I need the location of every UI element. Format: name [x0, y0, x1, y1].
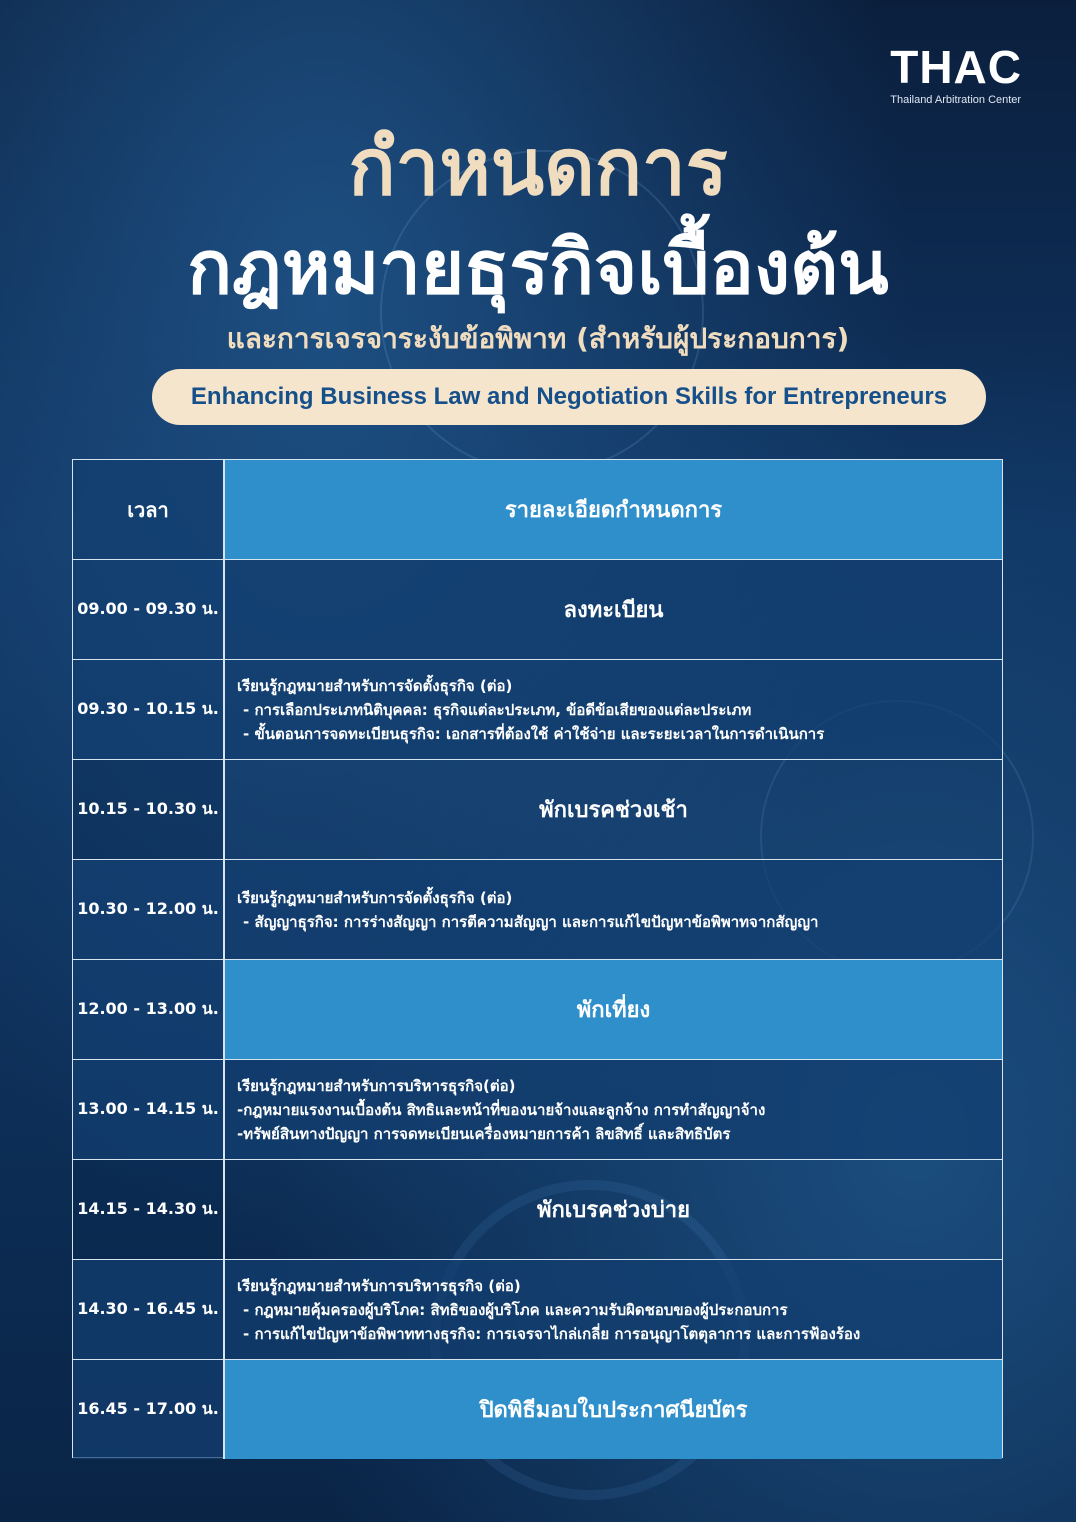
session-item: - การเลือกประเภทนิติบุคคล: ธุรกิจแต่ละประเภท, ข้อดีข้อเสียของแต่ละประเภท	[243, 700, 752, 719]
table-row	[73, 1260, 1002, 1360]
time-cell: 09.30 - 10.15 น.	[73, 660, 225, 759]
time-cell: 14.15 - 14.30 น.	[73, 1160, 225, 1259]
time-cell: 13.00 - 14.15 น.	[73, 1060, 225, 1159]
detail-cell	[225, 1360, 1002, 1459]
table-row	[73, 1160, 1002, 1260]
table-row	[73, 960, 1002, 1060]
detail-cell	[225, 760, 1002, 859]
detail-cell	[225, 660, 1002, 759]
table-header-row	[73, 460, 1002, 560]
time-cell: 10.30 - 12.00 น.	[73, 860, 225, 959]
detail-cell	[225, 1060, 1002, 1159]
session-item: - กฎหมายคุ้มครองผู้บริโภค: สิทธิของผู้บริโภค และความรับผิดชอบของผู้ประกอบการ	[243, 1300, 788, 1319]
time-cell: 10.15 - 10.30 น.	[73, 760, 225, 859]
english-title: Enhancing Business Law and Negotiation Skills for Entrepreneurs	[190, 383, 948, 410]
table-row	[73, 1360, 1002, 1459]
session-item: -กฎหมายแรงงานเบื้องต้น สิทธิและหน้าที่ของนายจ้างและลูกจ้าง การทำสัญญาจ้าง	[237, 1100, 766, 1119]
detail-cell	[225, 1160, 1002, 1259]
time-cell: 09.00 - 09.30 น.	[73, 560, 225, 659]
table-row	[73, 760, 1002, 860]
table-row	[73, 560, 1002, 660]
detail-cell	[225, 860, 1002, 959]
detail-cell	[225, 960, 1002, 1059]
schedule-table	[72, 459, 1003, 1458]
session-item: - สัญญาธุรกิจ: การร่างสัญญา การตีความสัญญา และการแก้ไขปัญหาข้อพิพาทจากสัญญา	[243, 912, 819, 931]
logo-subtitle: Thailand Arbitration Center	[890, 94, 1022, 106]
session-label: ลงทะเบียน	[563, 598, 664, 623]
logo-mark: THAC	[890, 41, 1022, 93]
session-item: - การแก้ไขปัญหาข้อพิพาททางธุรกิจ: การเจรจาไกล่เกลี่ย การอนุญาโตตุลาการ และการฟ้องร้อง	[243, 1324, 861, 1343]
session-heading: เรียนรู้กฎหมายสำหรับการบริหารธุรกิจ(ต่อ)	[237, 1076, 516, 1095]
session-heading: เรียนรู้กฎหมายสำหรับการจัดตั้งธุรกิจ (ต่อ)	[237, 676, 513, 695]
header-time: เวลา	[73, 460, 225, 559]
table-row	[73, 660, 1002, 760]
session-label: พักเบรคช่วงเช้า	[539, 798, 688, 823]
time-cell: 16.45 - 17.00 น.	[73, 1360, 225, 1459]
table-row	[73, 860, 1002, 960]
session-label: พักเที่ยง	[576, 998, 651, 1023]
page-subtitle: และการเจรจาระงับข้อพิพาท (สำหรับผู้ประกอบการ)	[226, 322, 850, 355]
session-label: พักเบรคช่วงบ่าย	[536, 1198, 691, 1223]
table-row	[73, 1060, 1002, 1160]
session-item: - ขั้นตอนการจดทะเบียนธุรกิจ: เอกสารที่ต้องใช้ ค่าใช้จ่าย และระยะเวลาในการดำเนินการ	[243, 724, 825, 743]
english-title-pill	[152, 369, 986, 425]
page-title: กำหนดการ	[348, 123, 728, 213]
thac-logo	[890, 42, 1022, 106]
page-title-main: กฎหมายธุรกิจเบื้องต้น	[187, 225, 889, 311]
detail-cell	[225, 1260, 1002, 1359]
session-heading: เรียนรู้กฎหมายสำหรับการบริหารธุรกิจ (ต่อ)	[237, 1276, 521, 1295]
session-item: -ทรัพย์สินทางปัญญา การจดทะเบียนเครื่องหมายการค้า ลิขสิทธิ์ และสิทธิบัตร	[237, 1124, 731, 1143]
header-detail	[225, 460, 1002, 559]
session-heading: เรียนรู้กฎหมายสำหรับการจัดตั้งธุรกิจ (ต่อ)	[237, 888, 513, 907]
header-detail-label: รายละเอียดกำหนดการ	[504, 498, 723, 523]
detail-cell	[225, 560, 1002, 659]
time-cell: 12.00 - 13.00 น.	[73, 960, 225, 1059]
session-label: ปิดพิธีมอบใบประกาศนียบัตร	[479, 1398, 748, 1423]
time-cell: 14.30 - 16.45 น.	[73, 1260, 225, 1359]
